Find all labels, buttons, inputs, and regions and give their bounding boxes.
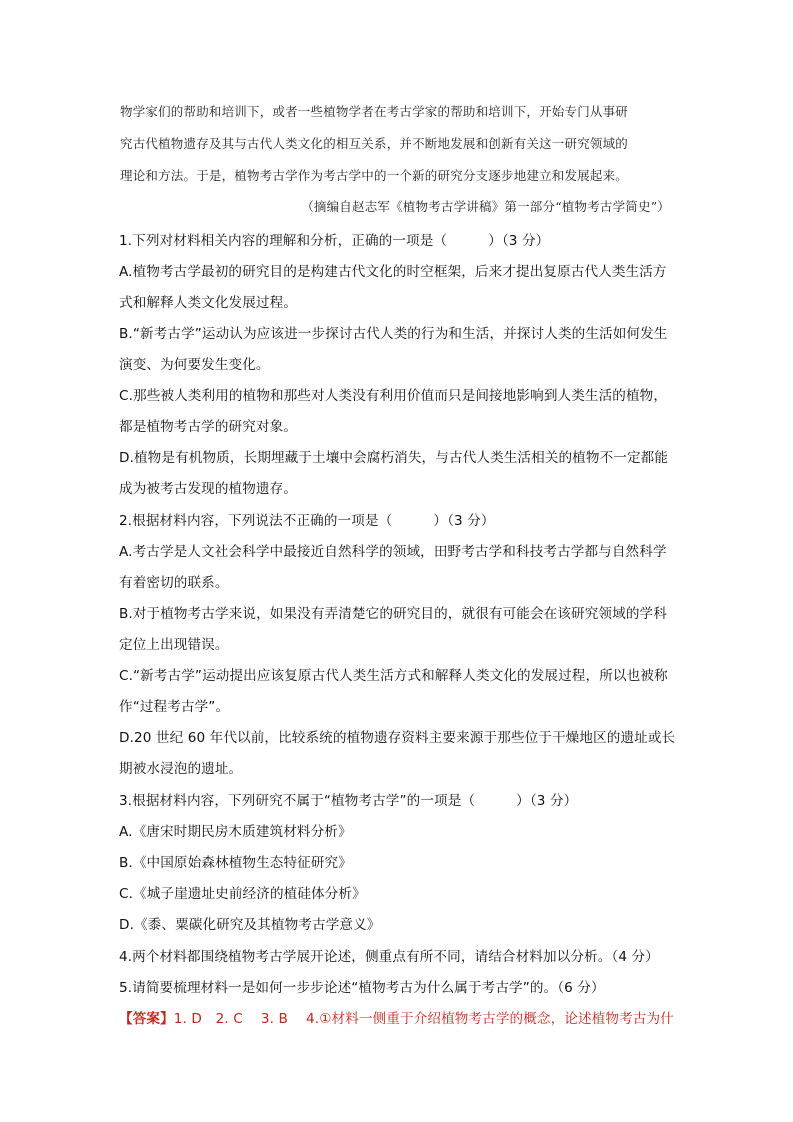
question-1-option-a-cont: 式和解释人类文化发展过程。	[119, 295, 298, 311]
question-2-option-c-cont: 作“过程考古学”。	[119, 699, 230, 715]
passage-line: 理论和方法。于是，植物考古学作为考古学中的一个新的研究分支逐步地建立和发展起来。	[120, 168, 629, 183]
question-1-option-c-cont: 都是植物考古学的研究对象。	[119, 419, 298, 435]
question-5: 5.请简要梳理材料一是如何一步步论述“植物考古为什么属于考古学”的。（6 分）	[119, 980, 605, 996]
question-1-option-d: D.植物是有机物质，长期埋藏于土壤中会腐朽消失，与古代人类生活相关的植物不一定都能	[119, 450, 669, 466]
question-3-option-b: B.《中国原始森林植物生态特征研究》	[119, 855, 352, 871]
answer-text: 1. D 2. C 3. B 4.①材料一侧重于介绍植物考古学的概念，论述植物考古为什	[173, 1011, 674, 1027]
question-1-option-a: A.植物考古学最初的研究目的是构建古代文化的时空框架，后来才提出复原古代人类生活方	[119, 264, 667, 280]
question-2-option-d: D.20 世纪 60 年代以前，比较系统的植物遗存资料主要来源于那些位于干燥地区的遗址或长	[119, 730, 676, 746]
question-1-option-c: C.那些被人类利用的植物和那些对人类没有利用价值而只是间接地影响到人类生活的植物，	[119, 388, 668, 404]
answer-line	[119, 1007, 675, 1027]
answer-tag: 【答案】	[119, 1011, 174, 1027]
question-2-option-b: B.对于植物考古学来说，如果没有弄清楚它的研究目的，就很有可能会在该研究领域的学科	[119, 606, 667, 622]
question-2-option-a-cont: 有着密切的联系。	[119, 575, 229, 591]
question-3-option-c: C.《城子崖遗址史前经济的植硅体分析》	[119, 886, 366, 902]
passage-source: （摘编自赵志军《植物考古学讲稿》第一部分“植物考古学简史”）	[301, 199, 670, 214]
passage-line: 究古代植物遗存及其与古代人类文化的相互关系，并不断地发展和创新有关这一研究领域的	[120, 136, 629, 151]
question-2-option-a: A.考古学是人文社会科学中最接近自然科学的领域，田野考古学和科技考古学都与自然科学	[119, 544, 667, 560]
question-1-option-b: B.“新考古学”运动认为应该进一步探讨古代人类的行为和生活，并探讨人类的生活如何发生	[119, 326, 668, 342]
question-4: 4.两个材料都围绕植物考古学展开论述，侧重点有所不同，请结合材料加以分析。（4 分）	[119, 949, 659, 965]
question-1-option-d-cont: 成为被考古发现的植物遗存。	[119, 481, 298, 497]
question-3: 3.根据材料内容，下列研究不属于“植物考古学”的一项是（ ）（3 分）	[119, 793, 578, 809]
question-2: 2.根据材料内容，下列说法不正确的一项是（ ）（3 分）	[119, 513, 495, 529]
question-2-option-d-cont: 期被水浸泡的遗址。	[119, 761, 243, 777]
question-3-option-a: A.《唐宋时期民房木质建筑材料分析》	[119, 824, 352, 840]
question-1-option-b-cont: 演变、为何要发生变化。	[119, 357, 270, 373]
question-2-option-b-cont: 定位上出现错误。	[119, 637, 229, 653]
question-1: 1.下列对材料相关内容的理解和分析，正确的一项是（ ）（3 分）	[119, 233, 550, 249]
question-3-option-d: D.《黍、粟碳化研究及其植物考古学意义》	[119, 917, 381, 933]
question-2-option-c: C.“新考古学”运动提出应该复原古代人类生活方式和解释人类文化的发展过程，所以也被称	[119, 668, 668, 684]
passage-line: 物学家们的帮助和培训下，或者一些植物学者在考古学家的帮助和培训下，开始专门从事研	[120, 104, 629, 119]
